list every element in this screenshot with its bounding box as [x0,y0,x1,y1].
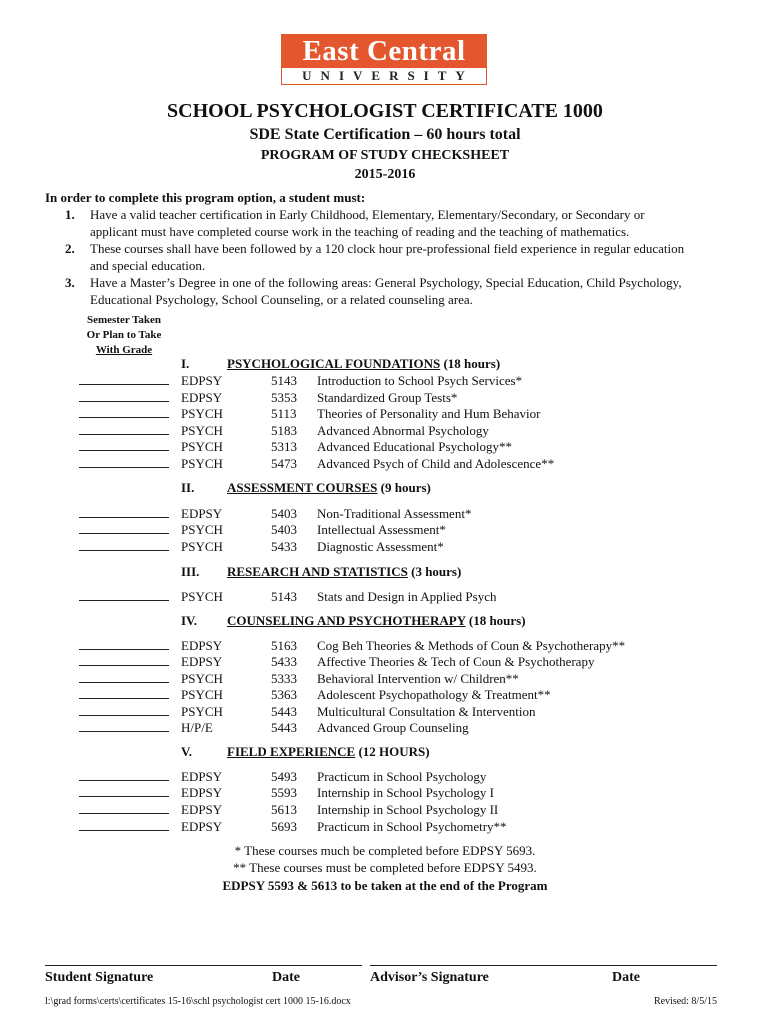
semester-header-line: Or Plan to Take [86,329,162,341]
course-title: Practicum in School Psychometry** [317,819,507,834]
section-title [227,744,430,760]
course-title: Non-Traditional Assessment* [317,506,472,521]
course-row [0,784,770,801]
course-dept: EDPSY [181,785,223,800]
semester-column-header [79,313,169,358]
course-number: 5113 [271,406,297,421]
section-title-text: PSYCHOLOGICAL FOUNDATIONS [227,356,441,371]
requirement-item [45,206,725,240]
course-row [0,455,770,472]
document-subtitle: SDE State Certification – 60 hours total [249,126,521,143]
course-row [0,505,770,522]
course-title: Practicum in School Psychology [317,769,487,784]
course-dept: EDPSY [181,819,223,834]
semester-blank-field[interactable] [79,768,169,781]
section-number: III. [181,564,200,579]
course-row [0,438,770,455]
course-title: Behavioral Intervention w/ Children** [317,671,519,686]
semester-blank-field[interactable] [79,405,169,418]
course-row [0,372,770,389]
semester-blank-field[interactable] [79,703,169,716]
course-number: 5143 [271,589,297,604]
section-title [227,356,500,372]
course-row [0,389,770,406]
course-dept: PSYCH [181,456,223,471]
semester-blank-field[interactable] [79,686,169,699]
section-title [227,564,461,580]
semester-blank-field[interactable] [79,521,169,534]
section-title-text: FIELD EXPERIENCE [227,744,356,759]
student-signature-label: Student Signature [45,970,154,985]
requirement-item [45,240,725,274]
course-number: 5433 [271,539,297,554]
section-hours: (12 HOURS) [358,744,430,759]
course-title: Adolescent Psychopathology & Treatment** [317,687,551,702]
course-title: Internship in School Psychology I [317,785,494,800]
course-row [0,818,770,835]
course-dept: H/P/E [181,720,213,735]
semester-blank-field[interactable] [79,505,169,518]
advisor-signature-line[interactable] [370,965,717,966]
course-dept: PSYCH [181,539,223,554]
revision-date: Revised: 8/5/15 [653,996,717,1007]
course-number: 5443 [271,720,297,735]
student-signature-line[interactable] [45,965,362,966]
course-number: 5473 [271,456,297,471]
footnote-double-asterisk: ** These courses must be completed before EDPSY 5493. [233,860,537,875]
course-dept: PSYCH [181,671,223,686]
course-number: 5493 [271,769,297,784]
requirement-line: Have a Master’s Degree in one of the following areas: General Psychology, Special Education, Child Psychology, [90,275,682,290]
student-date-label: Date [272,970,300,985]
semester-blank-field[interactable] [79,438,169,451]
course-title: Stats and Design in Applied Psych [317,589,497,604]
section-hours: (3 hours) [411,564,462,579]
program-end-note: EDPSY 5593 & 5613 to be taken at the end of the Program [222,878,548,893]
course-dept: PSYCH [181,687,223,702]
course-row [0,670,770,687]
semester-blank-field[interactable] [79,422,169,435]
course-title: Cog Beh Theories & Methods of Coun & Psychotherapy** [317,638,626,653]
requirement-number: 2. [65,241,75,256]
document-title: SCHOOL PSYCHOLOGIST CERTIFICATE 1000 [167,100,603,122]
semester-blank-field[interactable] [79,801,169,814]
semester-blank-field[interactable] [79,538,169,551]
course-title: Standardized Group Tests* [317,390,458,405]
section-title [227,613,526,629]
course-number: 5143 [271,373,297,388]
course-dept: PSYCH [181,439,223,454]
semester-blank-field[interactable] [79,588,169,601]
course-title: Diagnostic Assessment* [317,539,444,554]
course-dept: EDPSY [181,390,223,405]
advisor-date-label: Date [612,970,640,985]
course-number: 5403 [271,506,297,521]
semester-blank-field[interactable] [79,637,169,650]
logo-subtitle: UNIVERSITY [281,68,487,85]
university-logo [281,34,487,86]
course-dept: EDPSY [181,638,223,653]
course-row [0,719,770,736]
course-row [0,653,770,670]
requirement-line: Educational Psychology, School Counseling, or a related counseling area. [90,292,473,307]
section-title-text: ASSESSMENT COURSES [227,480,378,495]
course-row [0,801,770,818]
course-row [0,422,770,439]
course-dept: EDPSY [181,373,223,388]
course-row [0,703,770,720]
semester-blank-field[interactable] [79,784,169,797]
document-type: PROGRAM OF STUDY CHECKSHEET [260,148,510,163]
semester-blank-field[interactable] [79,389,169,402]
section-number: I. [181,356,190,371]
course-row [0,405,770,422]
course-title: Advanced Educational Psychology** [317,439,512,454]
course-title: Advanced Psych of Child and Adolescence** [317,456,555,471]
section-number: IV. [181,613,198,628]
academic-year: 2015-2016 [354,167,416,182]
course-dept: PSYCH [181,704,223,719]
course-number: 5403 [271,522,297,537]
advisor-signature-label: Advisor’s Signature [370,970,489,985]
file-path: l:\grad forms\certs\certificates 15-16\schl psychologist cert 1000 15-16.docx [45,996,351,1007]
course-dept: PSYCH [181,522,223,537]
section-number: II. [181,480,195,495]
section-hours: (18 hours) [468,613,526,628]
course-number: 5183 [271,423,297,438]
semester-blank-field[interactable] [79,670,169,683]
requirement-line: applicant must have completed course work in the teaching of reading and the teaching of mathematics. [90,224,630,239]
requirements-intro: In order to complete this program option, a student must: [45,190,366,205]
footnote-single-asterisk: * These courses much be completed before EDPSY 5693. [234,843,536,858]
course-title: Advanced Group Counseling [317,720,469,735]
course-row [0,768,770,785]
course-number: 5613 [271,802,297,817]
logo-wordmark: East Central [281,34,487,68]
section-number: V. [181,744,192,759]
course-number: 5163 [271,638,297,653]
requirement-number: 1. [65,207,75,222]
course-title: Theories of Personality and Hum Behavior [317,406,541,421]
course-row [0,588,770,605]
section-title-text: RESEARCH AND STATISTICS [227,564,408,579]
semester-header-line: Semester Taken [86,314,162,326]
requirement-line: These courses shall have been followed by a 120 clock hour pre-professional field experience in regular education [90,241,685,256]
course-row [0,637,770,654]
section-hours: (18 hours) [443,356,501,371]
course-number: 5433 [271,654,297,669]
course-number: 5593 [271,785,297,800]
course-title: Intellectual Assessment* [317,522,446,537]
course-number: 5333 [271,671,297,686]
course-title: Affective Theories & Tech of Coun & Psychotherapy [317,654,595,669]
requirement-line: and special education. [90,258,206,273]
course-dept: EDPSY [181,769,223,784]
course-dept: PSYCH [181,589,223,604]
course-number: 5693 [271,819,297,834]
semester-blank-field[interactable] [79,372,169,385]
requirement-number: 3. [65,275,75,290]
requirements-list [45,206,725,308]
course-row [0,521,770,538]
requirement-item [45,274,725,308]
course-row [0,686,770,703]
section-title-text: COUNSELING AND PSYCHOTHERAPY [227,613,466,628]
semester-blank-field[interactable] [79,653,169,666]
course-number: 5443 [271,704,297,719]
section-hours: (9 hours) [380,480,431,495]
course-title: Advanced Abnormal Psychology [317,423,489,438]
course-dept: EDPSY [181,654,223,669]
course-number: 5313 [271,439,297,454]
course-title: Multicultural Consultation & Intervention [317,704,536,719]
semester-blank-field[interactable] [79,455,169,468]
section-title [227,480,431,496]
course-title: Internship in School Psychology II [317,802,499,817]
semester-blank-field[interactable] [79,818,169,831]
course-dept: EDPSY [181,506,223,521]
course-dept: PSYCH [181,423,223,438]
semester-header-line: With Grade [95,344,153,356]
requirement-line: Have a valid teacher certification in Early Childhood, Elementary, Elementary/Secondary, or Secondary or [90,207,645,222]
semester-blank-field[interactable] [79,719,169,732]
course-title: Introduction to School Psych Services* [317,373,523,388]
course-number: 5363 [271,687,297,702]
course-number: 5353 [271,390,297,405]
course-row [0,538,770,555]
course-dept: EDPSY [181,802,223,817]
course-dept: PSYCH [181,406,223,421]
